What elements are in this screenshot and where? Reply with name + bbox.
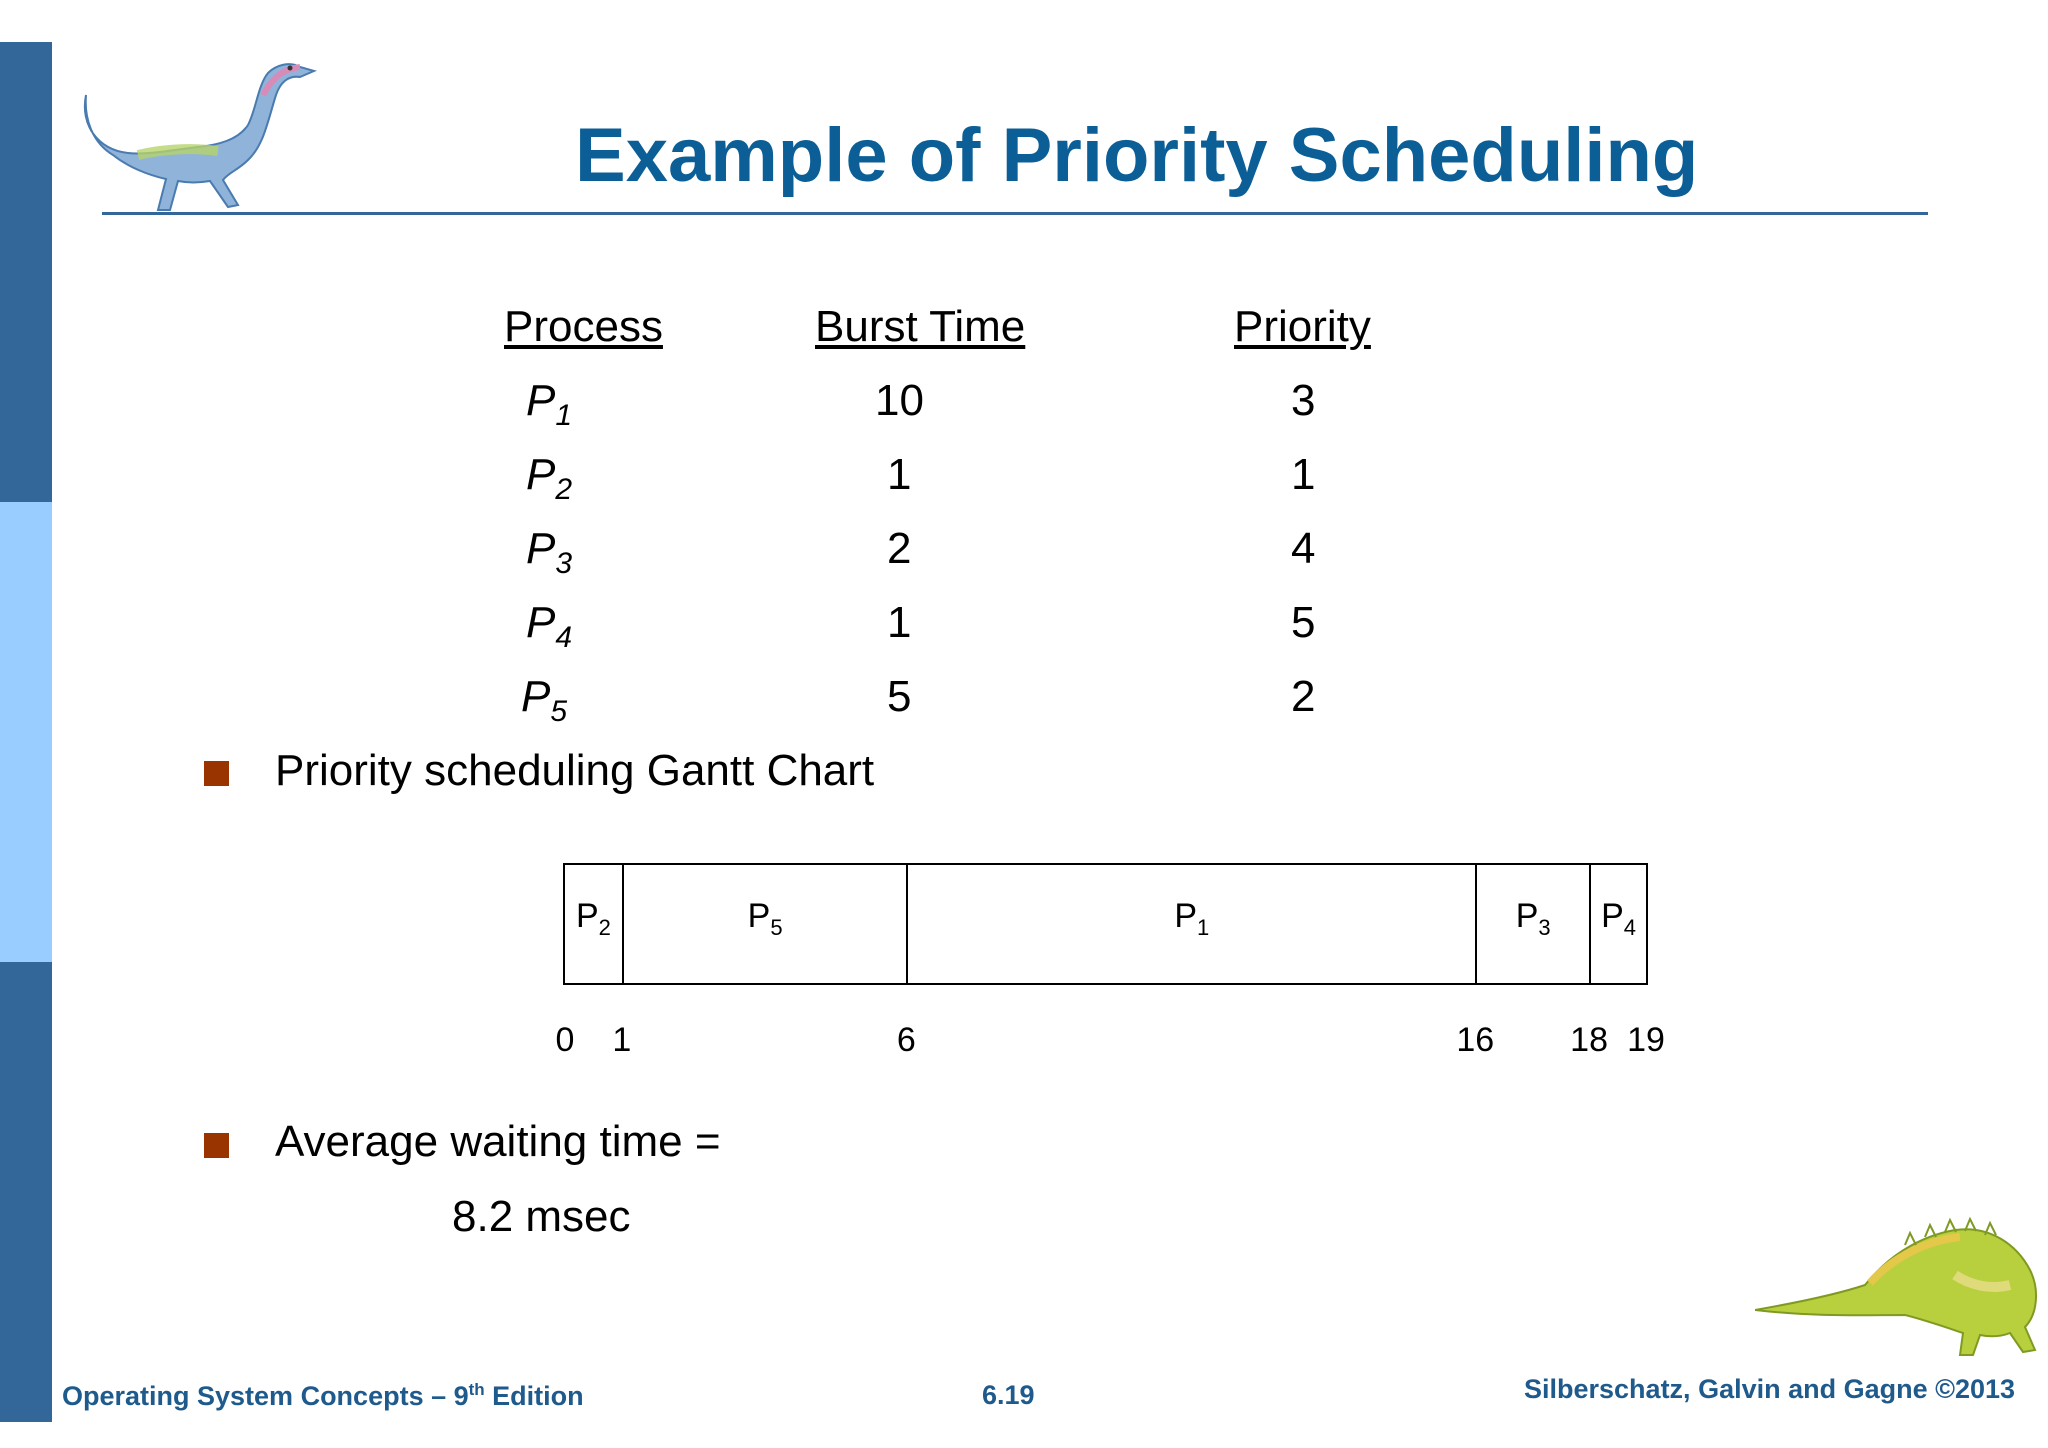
footer-page-number: 6.19 xyxy=(982,1380,1035,1410)
dinosaur-logo-icon xyxy=(78,55,318,215)
burst-cell: 5 xyxy=(887,672,912,721)
sidebar-band-top xyxy=(0,42,52,502)
gantt-segment xyxy=(1589,865,1646,983)
process-cell: $P_4$ xyxy=(526,598,573,654)
footer-copyright: Silberschatz, Galvin and Gagne ©2013 xyxy=(1524,1374,2016,1404)
gantt-tick-label: 16 xyxy=(1456,1021,1495,1059)
priority-cell: 3 xyxy=(1291,376,1316,425)
avg-wait-label: Average waiting time = xyxy=(275,1117,721,1166)
gantt-tick-label: 6 xyxy=(896,1021,916,1059)
gantt-segment-label: $P_5$ xyxy=(747,897,783,940)
gantt-segment xyxy=(622,865,906,983)
gantt-chart xyxy=(563,863,1648,985)
bullet-marker xyxy=(204,1133,229,1158)
gantt-tick-label: 0 xyxy=(555,1021,575,1059)
process-cell: $P_5$ xyxy=(521,672,568,728)
process-cell: $P_3$ xyxy=(526,524,573,580)
gantt-segment xyxy=(565,865,622,983)
burst-cell: 1 xyxy=(887,598,912,647)
gantt-segment-label: $P_1$ xyxy=(1174,897,1210,940)
table-header-priority: Priority xyxy=(1234,302,1371,351)
burst-cell: 10 xyxy=(875,376,924,425)
sidebar-band-bottom xyxy=(0,962,52,1422)
process-cell: $P_1$ xyxy=(526,376,573,432)
footer-book-title: Operating System Concepts – 9th Edition xyxy=(62,1380,584,1411)
priority-cell: 2 xyxy=(1291,672,1316,721)
gantt-segment-label: $P_2$ xyxy=(575,897,611,940)
process-cell: $P_2$ xyxy=(526,450,573,506)
gantt-segment xyxy=(1475,865,1589,983)
avg-wait-value: 8.2 msec xyxy=(452,1192,631,1241)
gantt-segment xyxy=(906,865,1475,983)
gantt-segment-label: $P_3$ xyxy=(1515,897,1551,940)
sidebar-band-middle xyxy=(0,502,52,962)
gantt-heading: Priority scheduling Gantt Chart xyxy=(275,746,875,795)
burst-cell: 2 xyxy=(887,524,912,573)
table-header-burst-time: Burst Time xyxy=(815,302,1026,351)
dinosaur-corner-icon xyxy=(1755,1215,2045,1365)
gantt-tick-label: 19 xyxy=(1627,1021,1665,1059)
burst-cell: 1 xyxy=(887,450,912,499)
gantt-tick-label: 18 xyxy=(1570,1021,1609,1059)
bullet-marker xyxy=(204,761,229,786)
gantt-tick-label: 1 xyxy=(612,1021,632,1059)
table-header-process: Process xyxy=(504,302,663,351)
title-divider xyxy=(102,212,1928,215)
priority-cell: 4 xyxy=(1291,524,1316,573)
slide-title: Example of Priority Scheduling xyxy=(575,113,1699,198)
gantt-segment-label: $P_4$ xyxy=(1601,897,1636,940)
priority-cell: 5 xyxy=(1291,598,1316,647)
priority-cell: 1 xyxy=(1291,450,1316,499)
